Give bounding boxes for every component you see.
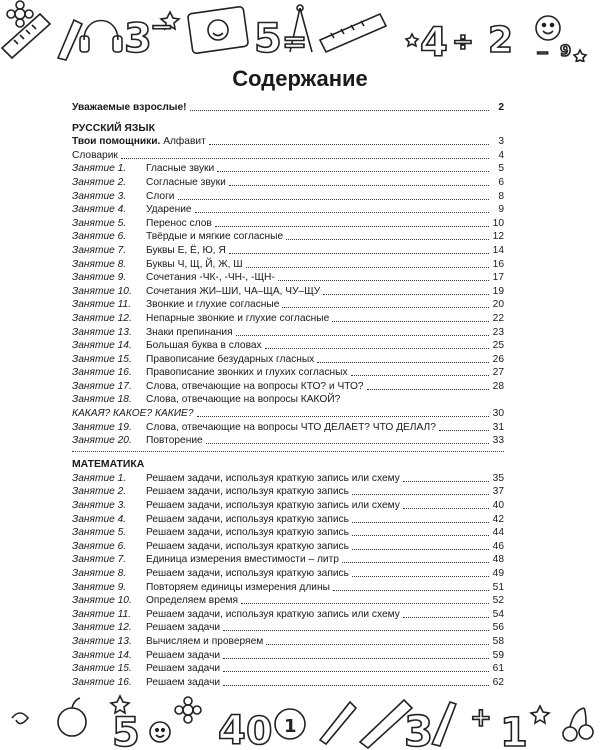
lesson-label: Занятие 14. [72, 649, 132, 661]
top-doodle-art [0, 0, 600, 62]
toc-entry-text: Правописание звонких и глухих согласных [146, 367, 348, 379]
lesson-label: Занятие 4. [72, 204, 127, 216]
toc-page-number: 30 [492, 408, 504, 420]
flower-doodle [15, 9, 25, 19]
dot-leader [286, 239, 489, 240]
lesson-label: Занятие 11. [72, 608, 132, 620]
toc-page-number: 16 [492, 258, 504, 270]
lesson-label: Занятие 19. [72, 421, 132, 433]
toc-page-number: 14 [492, 244, 504, 256]
toc-row[interactable] [72, 175, 504, 189]
toc-entry-text: Решаем задачи [146, 649, 221, 661]
ruler-doodle [2, 14, 50, 58]
toc-row[interactable] [72, 498, 504, 512]
glyph-bottom-1-in-circle: 1 [284, 716, 297, 737]
toc-entry-text: Слоги [146, 190, 175, 202]
toc-entry-text: Повторяем единицы измерения длины [146, 581, 330, 593]
glyph-top-9: 9 [560, 41, 572, 60]
dot-leader [403, 481, 489, 482]
glyph-top-divide: ÷ [452, 27, 474, 57]
dot-leader [352, 494, 489, 495]
toc-row[interactable] [72, 311, 504, 325]
lesson-label: Занятие 18. [72, 394, 132, 406]
dot-leader [209, 144, 489, 145]
lesson-label: Занятие 6. [72, 540, 127, 552]
toc-page-number: 25 [492, 340, 504, 352]
toc-entry-text: Согласные звуки [146, 176, 226, 188]
lesson-label: Занятие 11. [72, 299, 132, 311]
top-doodle-border [0, 0, 600, 62]
lesson-label: Занятие 15. [72, 353, 132, 365]
toc-row[interactable] [72, 366, 504, 380]
toc-row[interactable] [72, 634, 504, 648]
lesson-label: Занятие 1. [72, 472, 127, 484]
toc-row[interactable] [72, 162, 504, 176]
toc-row[interactable] [72, 648, 504, 662]
toc-entry-text: Решаем задачи, используя краткую запись или схему [146, 472, 400, 484]
toc-entry-text: Повторение [146, 435, 203, 447]
toc-row[interactable] [72, 512, 504, 526]
dot-leader [246, 267, 489, 268]
toc-row-helpers[interactable] [72, 135, 504, 149]
glyph-bottom-1: 1 [500, 710, 528, 750]
toc-page-number: 10 [492, 217, 504, 229]
toc-row[interactable] [72, 284, 504, 298]
lesson-label: Занятие 10. [72, 595, 132, 607]
lesson-label: Занятие 2. [72, 176, 127, 188]
smiley-doodle [536, 16, 560, 40]
glyph-top-4: 4 [420, 20, 448, 62]
dot-leader [178, 199, 490, 200]
lesson-label: Занятие 7. [72, 244, 127, 256]
glyph-top-3: 3 [124, 16, 152, 62]
lesson-label: Занятие 16. [72, 367, 132, 379]
lesson-label: Занятие 13. [72, 326, 132, 338]
dot-leader [266, 644, 489, 645]
toc-row[interactable] [72, 325, 504, 339]
toc-entry-text: Сочетания ЖИ–ШИ, ЧА–ЩА, ЧУ–ЩУ [146, 285, 321, 297]
dot-leader [223, 671, 489, 672]
toc-entry-text: Звонкие и глухие согласные [146, 299, 280, 311]
lesson-label: Занятие 4. [72, 513, 127, 525]
ruler-doodle-right [320, 14, 386, 52]
toc-row[interactable] [72, 339, 504, 353]
glyph-top-minus-small: − [536, 43, 550, 62]
toc-row-intro[interactable] [72, 100, 504, 114]
toc-entry-rest: Алфавит [160, 136, 206, 148]
toc-page-number: 5 [498, 163, 504, 175]
lesson-label: Занятие 3. [72, 500, 127, 512]
toc-entry-text: Знаки препинания [146, 326, 233, 338]
toc-entry-text: Решаем задачи, используя краткую запись или схему [146, 608, 400, 620]
toc-row[interactable] [72, 607, 504, 621]
toc-page-number: 33 [492, 435, 504, 447]
toc-row[interactable] [72, 271, 504, 285]
toc-page-number: 9 [498, 204, 504, 216]
lesson-label: Занятие 20. [72, 435, 132, 447]
glyph-top-minus: − [150, 10, 174, 43]
toc-entry-text: Ударение [146, 204, 192, 216]
toc-entry-text: Гласные звуки [146, 163, 215, 175]
glyph-bottom-3: 3 [404, 707, 434, 750]
toc-row[interactable] [72, 298, 504, 312]
toc-page-number: 23 [492, 326, 504, 338]
toc-entry-text: Решаем задачи, используя краткую запись или схему [146, 500, 400, 512]
lesson-label: Занятие 12. [72, 622, 132, 634]
dot-leader [342, 562, 489, 563]
dot-leader [236, 335, 489, 336]
toc-entry-text: Решаем задачи [146, 663, 221, 675]
toc-entry-text: Решаем задачи, используя краткую запись [146, 540, 349, 552]
russian-lessons-list [72, 162, 504, 393]
toc-page-number: 17 [492, 272, 504, 284]
toc-entry-text: Определяем время [146, 595, 239, 607]
dot-leader [351, 375, 489, 376]
toc-page-number: 27 [492, 367, 504, 379]
lesson-label: Занятие 9. [72, 581, 127, 593]
toc-page-number: 37 [492, 486, 504, 498]
dot-leader [439, 430, 489, 431]
dot-leader [229, 185, 489, 186]
toc-page-number: 12 [492, 231, 504, 243]
toc-page-number: 3 [498, 136, 504, 148]
note-doodle [187, 6, 248, 53]
pen-doodle [432, 702, 456, 746]
toc-entry-text: Решаем задачи, используя краткую запись [146, 513, 349, 525]
toc-row[interactable] [72, 230, 504, 244]
dot-leader [278, 280, 489, 281]
dot-leader [323, 294, 489, 295]
toc-row-lesson-18-cont[interactable] [72, 406, 504, 420]
toc-entry-text: Единица измерения вместимости – литр [146, 554, 339, 566]
toc-entry-text: Непарные звонкие и глухие согласные [146, 312, 330, 324]
toc-page-number: 51 [492, 581, 504, 593]
toc-row[interactable] [72, 580, 504, 594]
glyph-bottom-plus: + [470, 703, 492, 733]
toc-entry-text: Слова, отвечающие на вопросы ЧТО ДЕЛАЕТ? ЧТО ДЕЛАЛ? [146, 421, 436, 433]
toc-entry-text: Перенос слов [146, 217, 212, 229]
toc-row[interactable] [72, 566, 504, 580]
toc-entry-text: Вычисляем и проверяем [146, 635, 264, 647]
toc-page-number: 2 [498, 101, 504, 113]
toc-row[interactable] [72, 216, 504, 230]
toc-entry-text: Сочетания -ЧК-, -ЧН-, -ЩН- [146, 272, 275, 284]
lesson-label: Занятие 5. [72, 217, 127, 229]
dot-leader [352, 535, 489, 536]
glyph-bottom-5: 5 [112, 710, 140, 750]
toc-row-dictionary[interactable] [72, 148, 504, 162]
lesson-label: Занятие 14. [72, 340, 132, 352]
dot-leader [352, 576, 489, 577]
toc-page-number: 48 [492, 554, 504, 566]
toc-entry-text: Твёрдые и мягкие согласные [146, 231, 284, 243]
toc-row-lesson-18[interactable] [72, 393, 504, 407]
toc-entry-text: Правописание безударных гласных [146, 353, 315, 365]
dot-leader [265, 348, 489, 349]
dot-leader [317, 362, 489, 363]
dot-leader [241, 603, 489, 604]
toc-page-number: 44 [492, 527, 504, 539]
toc-entry-text: Большая буква в словах [146, 340, 262, 352]
dot-leader [352, 522, 489, 523]
toc-page-number: 6 [498, 176, 504, 188]
dot-leader [403, 617, 489, 618]
dot-leader [229, 253, 489, 254]
toc-row[interactable] [72, 189, 504, 203]
section-heading-math: МАТЕМАТИКА [72, 459, 145, 471]
lesson-label: Занятие 13. [72, 635, 132, 647]
lesson-label: Занятие 6. [72, 231, 127, 243]
toc-page-number: 28 [492, 380, 504, 392]
lesson-label: Занятие 8. [72, 258, 127, 270]
toc-entry-text: Буквы Е, Ё, Ю, Я [146, 244, 226, 256]
toc-page-number: 54 [492, 608, 504, 620]
toc-page-number: 4 [498, 149, 504, 161]
toc-page-number: 59 [492, 649, 504, 661]
dot-leader [352, 549, 489, 550]
lesson-label: Занятие 9. [72, 272, 127, 284]
toc-row[interactable] [72, 485, 504, 499]
section-heading-russian: РУССКИЙ ЯЗЫК [72, 122, 155, 134]
dot-leader [367, 389, 489, 390]
dot-leader [217, 171, 489, 172]
toc-row[interactable] [72, 434, 504, 448]
lesson-label: Занятие 8. [72, 568, 127, 579]
toc-row[interactable] [72, 621, 504, 635]
toc-page-number: 35 [492, 472, 504, 484]
toc-page-number: 52 [492, 595, 504, 607]
toc-page-number: 56 [492, 622, 504, 634]
dot-leader [215, 226, 489, 227]
lesson-label: Занятие 12. [72, 312, 132, 324]
toc-page-number: 26 [492, 353, 504, 365]
toc-entry-text: Решаем задачи, используя краткую запись [146, 486, 349, 498]
toc-entry-text: КАКАЯ? КАКОЕ? КАКИЕ? [72, 408, 194, 420]
dot-leader [282, 307, 489, 308]
dot-leader [333, 590, 489, 591]
toc-row[interactable] [72, 526, 504, 540]
toc-page-number: 61 [492, 663, 504, 675]
toc-row[interactable] [72, 352, 504, 366]
toc-entry-text: Уважаемые взрослые! [72, 101, 187, 113]
dot-leader [223, 630, 489, 631]
toc-row[interactable] [72, 471, 504, 485]
toc-entry-text: Решаем задачи [146, 622, 221, 634]
toc-page-number: 40 [492, 500, 504, 512]
toc-entry-text: Решаем задачи, используя краткую запись [146, 568, 349, 579]
toc-entry-text: Решаем задачи [146, 676, 221, 688]
math-lessons-list [72, 471, 504, 689]
toc-page-number: 22 [492, 312, 504, 324]
toc-page-number: 58 [492, 635, 504, 647]
spiral-doodle [12, 713, 28, 724]
toc-row[interactable] [72, 257, 504, 271]
lesson-label: Занятие 3. [72, 190, 127, 202]
toc-entry-text: Буквы Ч, Щ, Й, Ж, Ш [146, 258, 243, 270]
lesson-label: Занятие 10. [72, 285, 132, 297]
lesson-label: Занятие 15. [72, 663, 132, 675]
toc-entry-text: Словарик [72, 149, 118, 161]
toc-page-number: 42 [492, 513, 504, 525]
toc-row[interactable] [72, 553, 504, 567]
dot-leader [403, 508, 489, 509]
toc-entry-text [72, 135, 206, 148]
toc-row[interactable] [72, 243, 504, 257]
apple-doodle [58, 708, 86, 736]
dot-leader [121, 158, 489, 159]
pencil-doodle-bottom [320, 702, 356, 744]
toc-row[interactable] [72, 203, 504, 217]
toc-entry-text: Решаем задачи, используя краткую запись [146, 527, 349, 539]
glyph-bottom-0: 0 [246, 709, 273, 750]
lesson-label: Занятие 7. [72, 554, 127, 566]
dot-leader [332, 321, 489, 322]
glyph-top-5: 5 [254, 16, 282, 62]
toc-page-number: 46 [492, 540, 504, 552]
toc-page-number: 31 [492, 421, 504, 433]
page-title: Содержание [232, 66, 368, 91]
dot-leader [206, 443, 489, 444]
toc-page-number: 62 [492, 676, 504, 688]
toc-entry-bold: Твои помощники. [72, 136, 161, 148]
glyph-top-2: 2 [488, 20, 514, 61]
flower-doodle-bottom [183, 705, 193, 715]
toc-row[interactable] [72, 662, 504, 676]
lesson-label: Занятие 2. [72, 486, 127, 498]
dot-leader [197, 416, 490, 417]
toc-row[interactable] [72, 379, 504, 393]
russian-lessons-list-end [72, 420, 504, 447]
glyph-bottom-4: 4 [218, 708, 246, 750]
spacer [72, 114, 504, 122]
toc-entry-text: Слова, отвечающие на вопросы КТО? и ЧТО? [146, 380, 364, 392]
dot-leader [195, 212, 489, 213]
dot-leader [223, 658, 489, 659]
bottom-doodle-art [0, 682, 600, 750]
toc-row[interactable] [72, 594, 504, 608]
dot-leader [190, 110, 489, 111]
toc-row[interactable] [72, 420, 504, 434]
lesson-label: Занятие 16. [72, 676, 132, 688]
glyph-top-equals: = [282, 25, 308, 60]
lesson-label: Занятие 17. [72, 380, 132, 392]
toc-entry-text: Слова, отвечающие на вопросы КАКОЙ? [146, 394, 341, 406]
bottom-doodle-border [0, 682, 600, 750]
toc-page-number: 8 [498, 190, 504, 202]
cherry-doodle [563, 727, 577, 741]
toc-page-number: 49 [492, 568, 504, 579]
toc-page-number: 19 [492, 285, 504, 297]
section-divider [72, 451, 504, 452]
table-of-contents [72, 100, 504, 689]
lesson-label: Занятие 1. [72, 163, 127, 175]
smiley-doodle-bottom [150, 722, 170, 742]
toc-page-number: 20 [492, 299, 504, 311]
toc-row[interactable] [72, 539, 504, 553]
lesson-label: Занятие 5. [72, 527, 127, 539]
pencil-doodle [58, 20, 82, 60]
